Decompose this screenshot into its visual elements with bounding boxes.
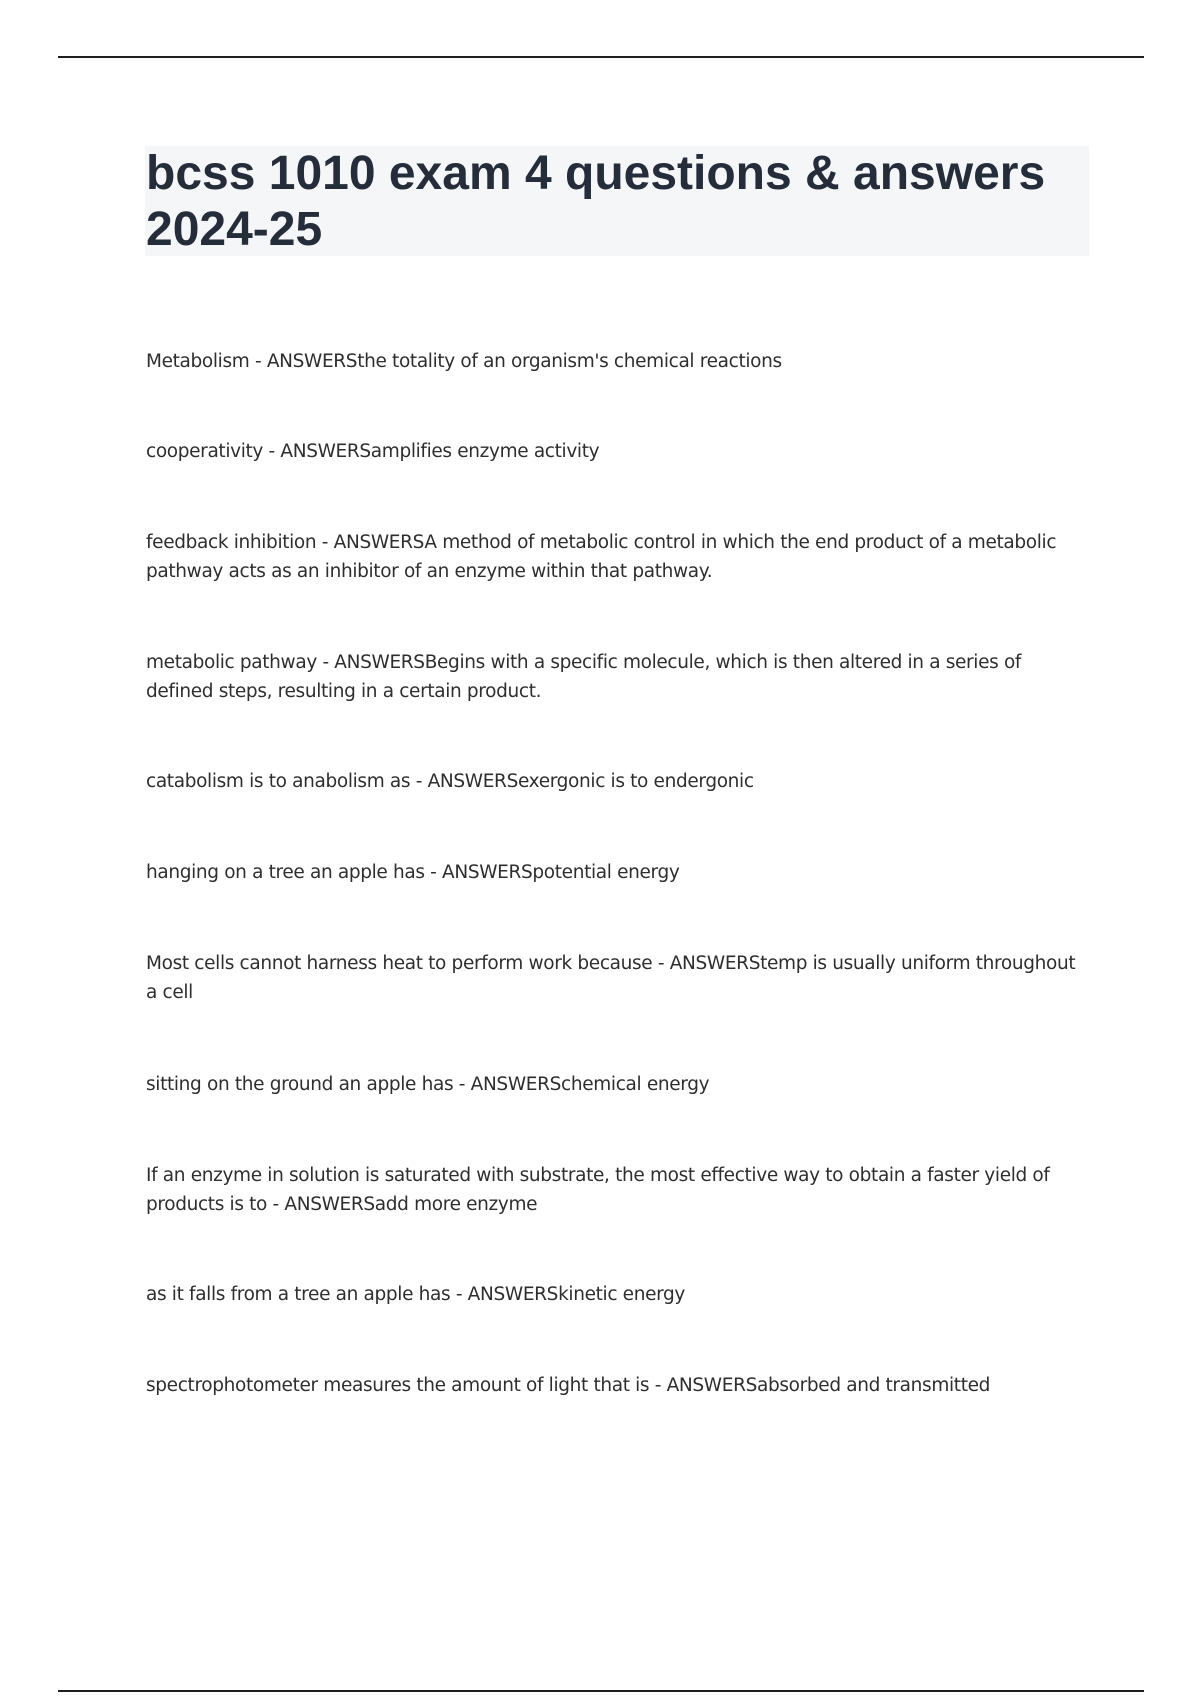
qa-term: sitting on the ground an apple has xyxy=(146,1074,454,1095)
qa-answer: add more enzyme xyxy=(374,1194,538,1215)
qa-separator: - ANSWERS xyxy=(267,1194,375,1215)
qa-item xyxy=(146,347,1090,376)
qa-separator: - ANSWERS xyxy=(450,1284,559,1305)
qa-answer: Begins with a specific molecule, which is then altered in a series of defined steps, resulting in a certain product. xyxy=(146,652,1022,702)
qa-separator: - ANSWERS xyxy=(316,652,425,673)
bottom-rule xyxy=(58,1690,1144,1692)
qa-term: feedback inhibition xyxy=(146,532,317,553)
qa-answer: amplifies enzyme activity xyxy=(370,441,600,462)
qa-separator: - ANSWERS xyxy=(249,351,358,372)
qa-term: metabolic pathway xyxy=(146,652,317,673)
qa-answer: absorbed and transmitted xyxy=(757,1375,991,1396)
qa-item xyxy=(146,648,1090,706)
qa-term: Metabolism xyxy=(146,351,250,372)
document-title: bcss 1010 exam 4 questions & answers 2024-25 xyxy=(146,147,1046,256)
qa-answer: exergonic is to endergonic xyxy=(517,771,754,792)
qa-answer: potential energy xyxy=(532,862,680,883)
qa-separator: - ANSWERS xyxy=(652,953,761,974)
qa-separator: - ANSWERS xyxy=(424,862,533,883)
qa-separator: - ANSWERS xyxy=(453,1074,562,1095)
qa-answer: chemical energy xyxy=(561,1074,710,1095)
qa-separator: - ANSWERS xyxy=(263,441,371,462)
qa-separator: - ANSWERS xyxy=(316,532,425,553)
qa-item xyxy=(146,1161,1090,1219)
qa-item xyxy=(146,1280,1090,1309)
qa-item xyxy=(146,1371,1090,1400)
qa-term: Most cells cannot harness heat to perform work because xyxy=(146,953,653,974)
qa-term: spectrophotometer measures the amount of light that is xyxy=(146,1375,650,1396)
qa-item xyxy=(146,949,1090,1007)
qa-answer: temp is usually uniform throughout a cell xyxy=(146,953,1076,1003)
title-box xyxy=(145,146,1089,256)
qa-item xyxy=(146,858,1090,887)
qa-item xyxy=(146,1070,1090,1099)
qa-item xyxy=(146,767,1090,796)
qa-answer: A method of metabolic control in which the end product of a metabolic pathway acts as an inhibitor of an enzyme within that pathway. xyxy=(146,532,1057,582)
qa-answer: the totality of an organism's chemical reactions xyxy=(357,351,782,372)
qa-term: hanging on a tree an apple has xyxy=(146,862,425,883)
top-rule xyxy=(58,56,1144,58)
qa-item xyxy=(146,528,1090,586)
qa-answer: kinetic energy xyxy=(558,1284,686,1305)
qa-separator: - ANSWERS xyxy=(649,1375,757,1396)
qa-term: as it falls from a tree an apple has xyxy=(146,1284,451,1305)
qa-item xyxy=(146,437,1090,466)
qa-term: cooperativity xyxy=(146,441,264,462)
qa-term: If an enzyme in solution is saturated with substrate, the most effective way to obtain a faster yield of products is to xyxy=(146,1165,1050,1215)
qa-term: catabolism is to anabolism as xyxy=(146,771,411,792)
qa-separator: - ANSWERS xyxy=(410,771,518,792)
